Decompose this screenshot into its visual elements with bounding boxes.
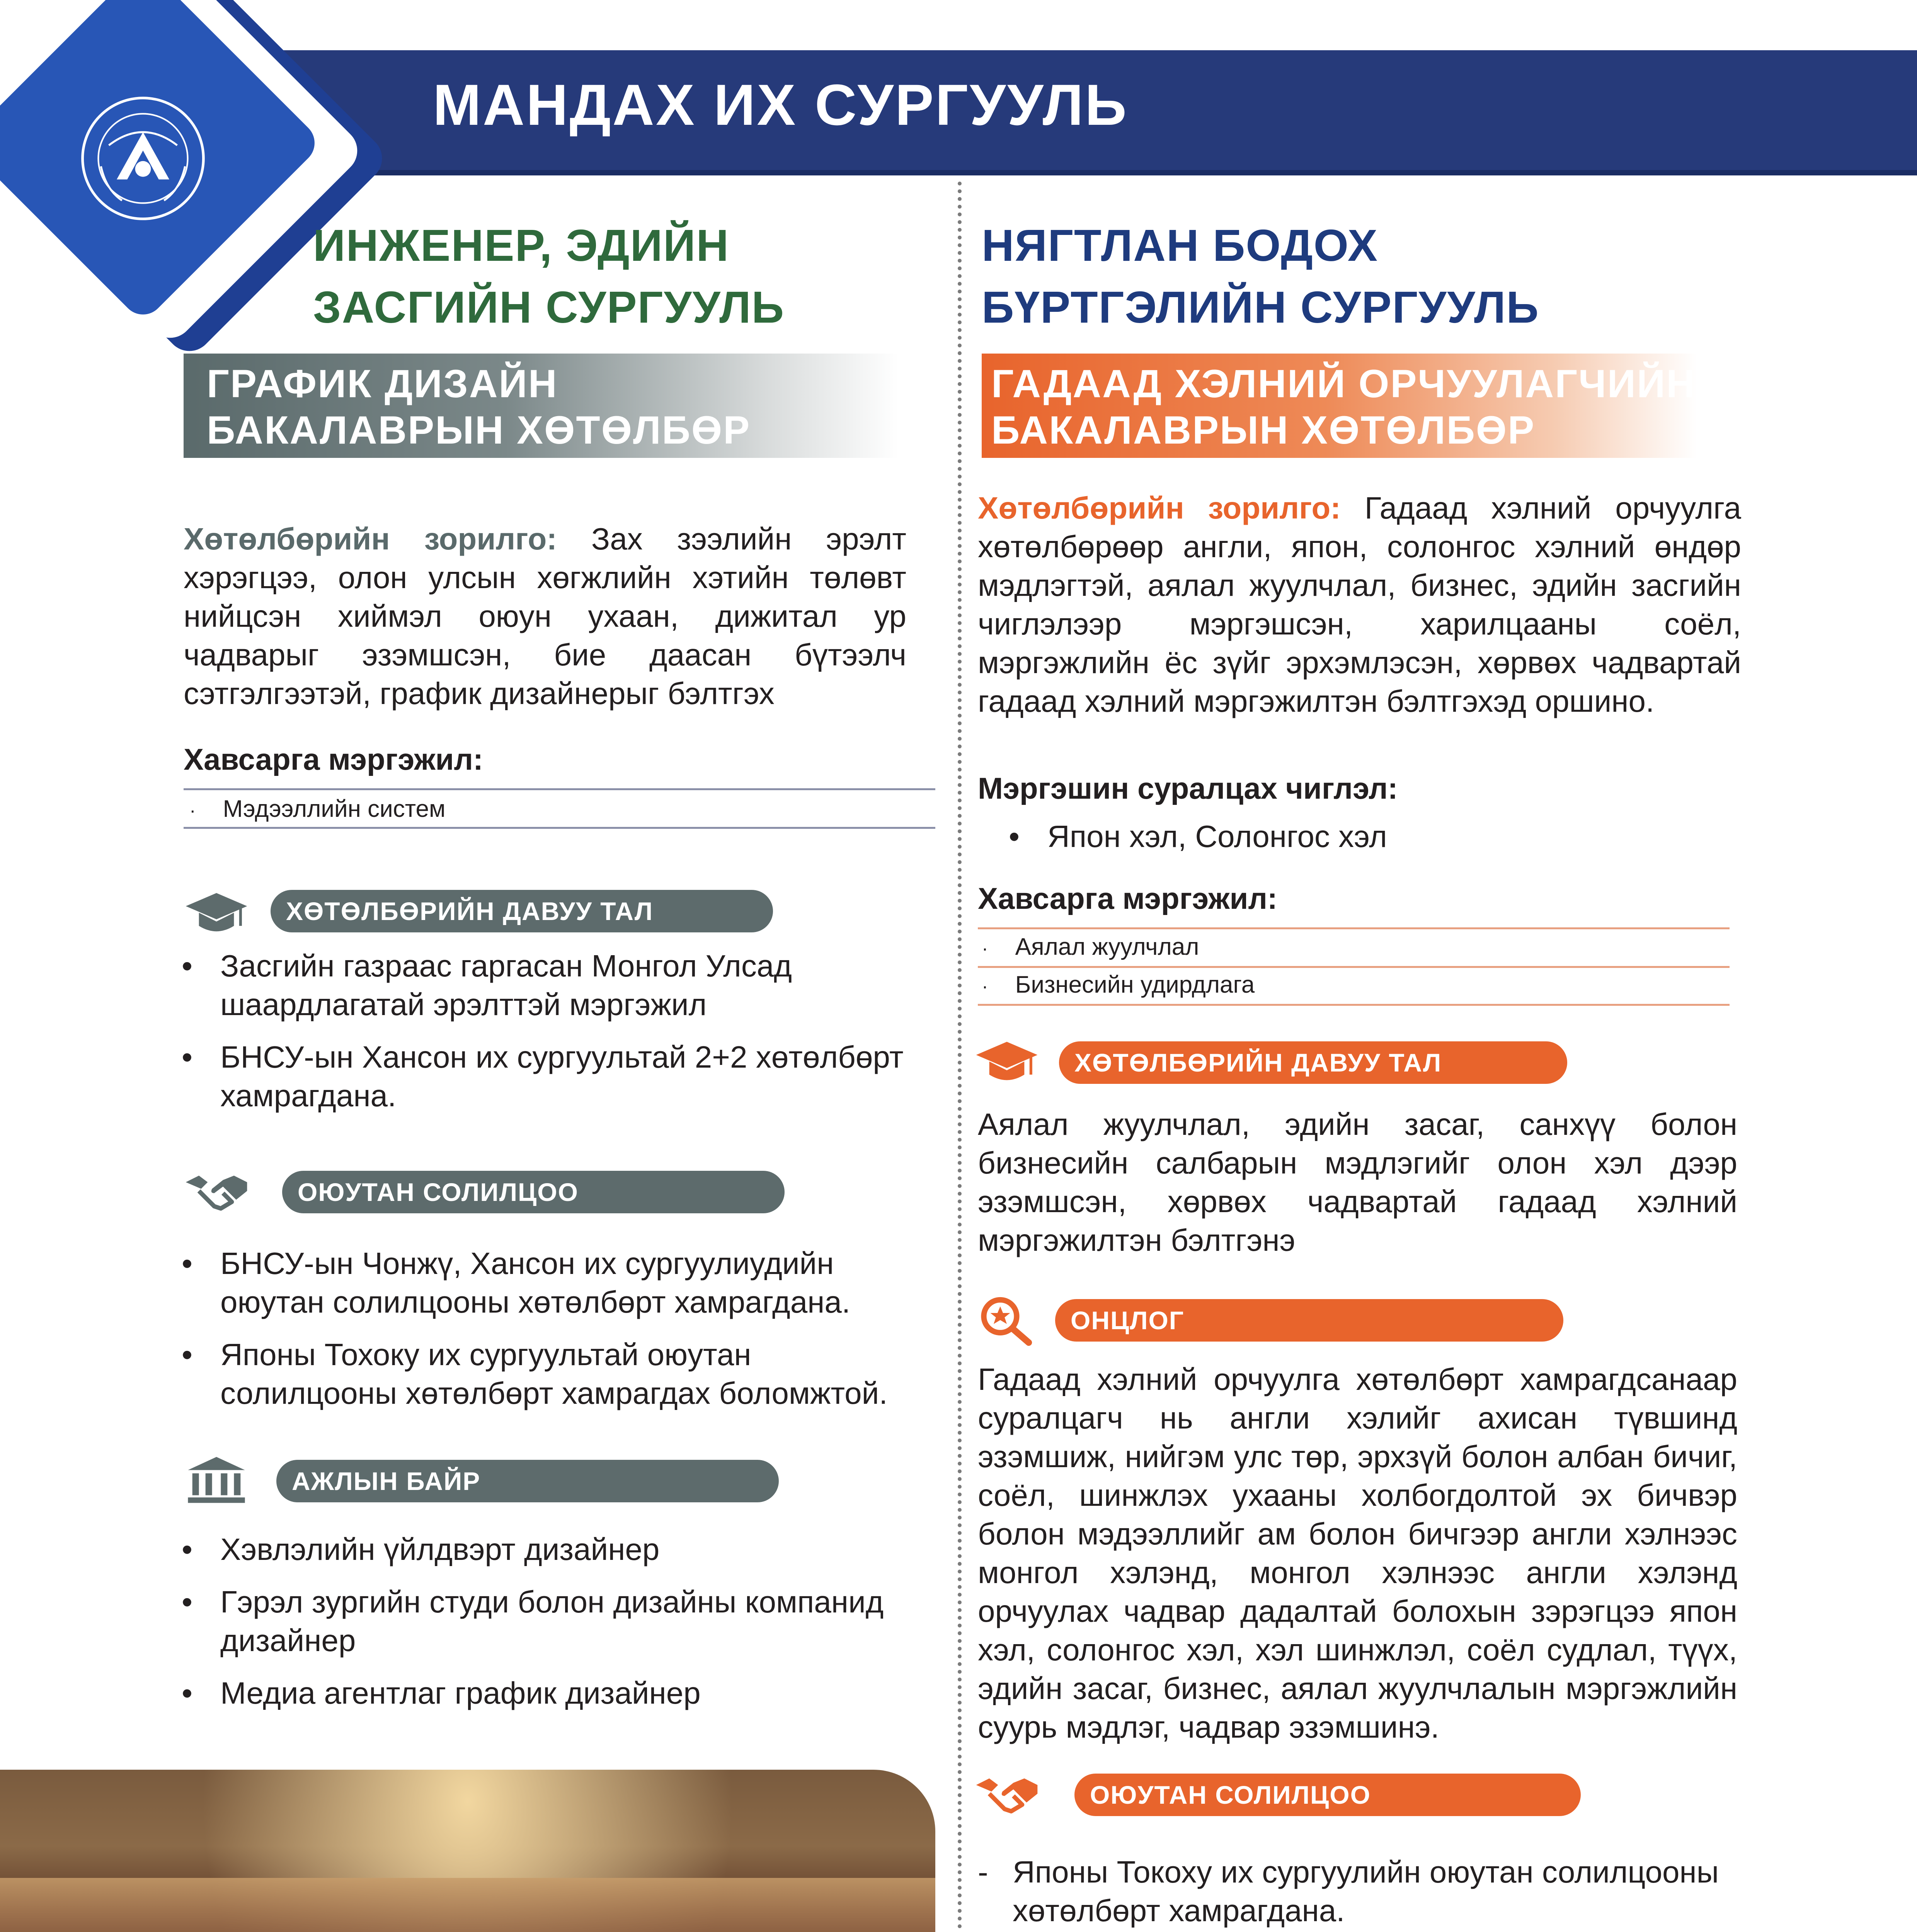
section-jobs-left: АЖЛЫН БАЙР xyxy=(276,1460,779,1502)
school-name-line: НЯГТЛАН БОДОХ xyxy=(982,220,1378,270)
program-banner-left xyxy=(184,354,899,458)
program-goal-right xyxy=(978,489,1741,721)
minor-heading-right: Хавсарга мэргэжил: xyxy=(978,881,1278,915)
exchange-list-left xyxy=(182,1244,916,1427)
graduation-ceremony-photo xyxy=(0,1770,935,1932)
school-name-line: ИНЖЕНЕР, ЭДИЙН xyxy=(313,220,730,270)
jobs-list-left xyxy=(182,1530,916,1726)
divider-line xyxy=(978,1004,1730,1006)
search-star-icon xyxy=(974,1291,1040,1349)
minor-item: · Мэдээллийн систем xyxy=(189,796,446,822)
goal-text: Зах зээлийн эрэлт хэрэгцээ, олон улсын хөгжлийн хэтийн төлөвт нийцсэн хиймэл оюун ухаан, дижитал ур чадварыг эзэмшсэн, бие даасан бүтээлч сэтгэлгээтэй, график дизайнерыг бэлтгэх xyxy=(184,522,906,711)
list-item: • Японы Тохоку их сургуультай оюутан солилцооны хөтөлбөрт хамрагдах боломжтой. xyxy=(182,1335,916,1413)
minor-heading-left: Хавсарга мэргэжил: xyxy=(184,742,484,776)
divider-line xyxy=(978,927,1730,929)
school-name-right xyxy=(982,214,1539,338)
university-logo xyxy=(77,93,209,224)
section-exchange-right: ОЮУТАН СОЛИЛЦОО xyxy=(1074,1774,1581,1816)
program-name-line: ГАДААД ХЭЛНИЙ ОРЧУУЛАГЧИЙН xyxy=(991,362,1696,406)
list-item: • Засгийн газраас гаргасан Монгол Улсад шаардлагатай эрэлттэй мэргэжил xyxy=(182,947,916,1024)
handshake-icon xyxy=(974,1766,1040,1824)
list-item: • Япон хэл, Солонгос хэл xyxy=(1009,817,1704,856)
goal-label: Хөтөлбөрийн зорилго: xyxy=(978,491,1341,525)
divider-line xyxy=(978,966,1730,968)
specialization-list xyxy=(1009,817,1704,870)
program-banner-right xyxy=(982,354,1697,458)
list-item: • Хэвлэлийн үйлдвэрт дизайнер xyxy=(182,1530,916,1569)
program-name-line: ГРАФИК ДИЗАЙН xyxy=(207,362,558,406)
list-item: • Медиа агентлаг график дизайнер xyxy=(182,1674,916,1713)
minor-item: · Бизнесийн удирдлага xyxy=(982,971,1255,998)
features-text: Гадаад хэлний орчуулга хөтөлбөрт хамрагдсанаар суралцагч нь англи хэлийг ахисан түвшинд эзэмшиж, нийгэм улс төр, эрхзүй болон албан бичиг, соёл, шинжлэх ухааны холбогдолтой эх бичвэр болон мэдээллийг ам болон бичгээр англи хэлнээс монгол хэлэнд, монгол хэлнээс англи хэлэнд орчуулах чадвар дадалтай болохын зэрэгцээ япон хэл, солонгос хэл, хэл шинжлэл, соёл судлал, түүх, эдийн засаг, бизнес, аялал жуулчлалын мэргэжлийн суурь мэдлэг, чадвар эзэмшинэ. xyxy=(978,1362,1737,1744)
divider-line xyxy=(184,827,935,829)
program-goal-left xyxy=(184,520,906,713)
program-name-line: БАКАЛАВРЫН ХӨТӨЛБӨР xyxy=(991,408,1536,452)
section-advantages-left: ХӨТӨЛБӨРИЙН ДАВУУ ТАЛ xyxy=(271,890,773,932)
school-name-line: БҮРТГЭЛИЙН СУРГУУЛЬ xyxy=(982,282,1539,332)
specialization-heading: Мэргэшин суралцах чиглэл: xyxy=(978,771,1398,805)
bank-building-icon xyxy=(184,1451,249,1509)
university-title: МАНДАХ ИХ СУРГУУЛЬ xyxy=(433,72,1128,137)
list-item: • Гэрэл зургийн студи болон дизайны компанид дизайнер xyxy=(182,1583,916,1660)
column-divider xyxy=(958,182,962,1932)
graduation-cap-icon xyxy=(974,1034,1040,1092)
exchange-list-right xyxy=(974,1853,1731,1932)
goal-text: Гадаад хэлний орчуулга хөтөлбөрөөр англи, япон, солонгос хэлний өндөр мэдлэгтэй, аялал жуулчлал, бизнес, эдийн засгийн чиглэлээр мэргэшсэн, харилцааны соёл, мэргэжлийн ёс зүйг эрхэмлэсэн, хөрвөх чадвартай гадаад хэлний мэргэжилтэн бэлтгэхэд оршино. xyxy=(978,491,1742,718)
program-name-line: БАКАЛАВРЫН ХӨТӨЛБӨР xyxy=(207,408,751,452)
school-name-line: ЗАСГИЙН СУРГУУЛЬ xyxy=(313,282,785,332)
section-features: ОНЦЛОГ xyxy=(1055,1299,1563,1342)
goal-label: Хөтөлбөрийн зорилго: xyxy=(184,522,557,556)
advantages-list-left xyxy=(182,947,916,1129)
section-exchange-left: ОЮУТАН СОЛИЛЦОО xyxy=(282,1171,785,1213)
list-item: - Японы Токоху их сургуулийн оюутан солилцооны хөтөлбөрт хамрагдана. xyxy=(974,1853,1731,1930)
minor-item: · Аялал жуулчлал xyxy=(982,934,1199,960)
list-item: • БНСУ-ын Чонжү, Хансон их сургуулиудийн оюутан солилцооны хөтөлбөрт хамрагдана. xyxy=(182,1244,916,1321)
advantages-text-right: Аялал жуулчлал, эдийн засаг, санхүү болон бизнесийн салбарын мэдлэгийг олон хэл дээр эзэмшсэн, хөрвөх чадвартай гадаад хэлний мэргэжилтэн бэлтгэнэ xyxy=(978,1107,1737,1257)
header-bar-edge xyxy=(216,170,1917,175)
school-name-left xyxy=(313,214,785,338)
divider-line xyxy=(184,788,935,790)
handshake-icon xyxy=(184,1163,249,1221)
graduation-cap-icon xyxy=(184,885,249,943)
section-advantages-right: ХӨТӨЛБӨРИЙН ДАВУУ ТАЛ xyxy=(1059,1041,1567,1084)
list-item: • БНСУ-ын Хансон их сургуультай 2+2 хөтөлбөрт хамрагдана. xyxy=(182,1038,916,1115)
